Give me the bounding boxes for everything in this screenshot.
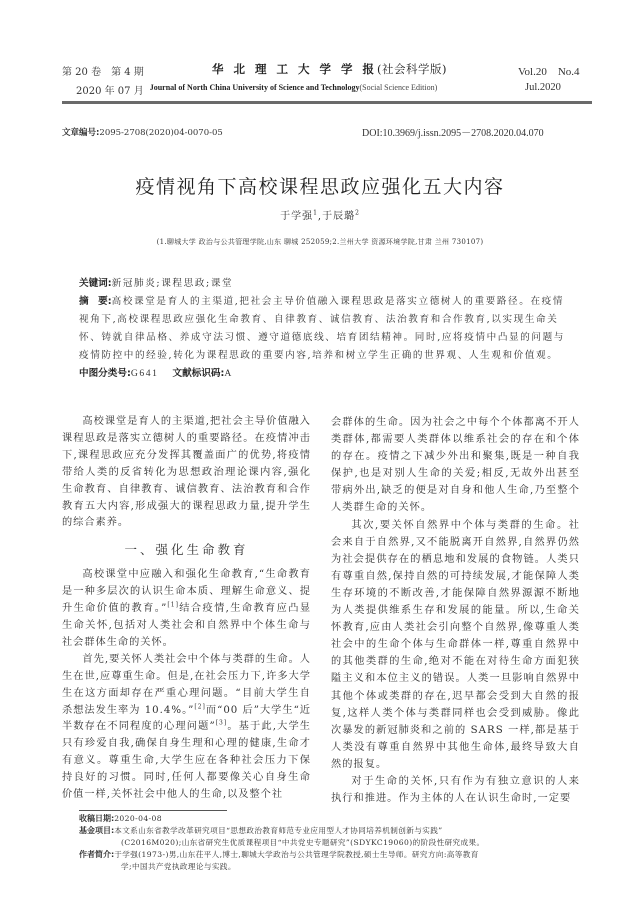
footnote-rule bbox=[79, 810, 227, 811]
section-heading: 一、强化生命教育 bbox=[124, 542, 249, 558]
footnote-fund bbox=[79, 825, 579, 837]
author-separator: , bbox=[317, 211, 323, 222]
paragraph: 会群体的生命。因为社会之中每个个体都离不开人类群体,都需要人类群体以维系社会的存在和个体的存在。疫情之下减少外出和聚集,既是一种自我保护,也是对别人生命的关爱;相反,无故外出甚至带病外出,缺乏的便是对自身和他人生命,乃至整个人类群生命的关怀。 bbox=[331, 417, 580, 514]
received-label: 收稿日期: bbox=[79, 814, 115, 823]
keywords bbox=[79, 275, 565, 293]
author-1: 于学强 bbox=[280, 211, 314, 222]
paragraph-text: 高校课堂中应融入和强化生命教育,“生命教育是一种多层次的认识生命本质、理解生命意义、提升生命价值的教育。” bbox=[62, 569, 311, 615]
paragraph: 其次,要关怀自然界中个体与类群的生命。社会来自于自然界,又不能脱离开自然界,自然界仍然为社会提供存在的栖息地和发展的食物链。人类只有尊重自然,保持自然的可持续发展,才能保障人类生存环境的不断改善,才能保障自然界源源不断地为人类提供维系生存和发展的能量。所以,生命关怀教育,应由人类社会引向整个自然界,像尊重人类社会中的生命个体与生命群体一样,尊重自然界中的其他类群的生命,绝对不能在对待生命方面犯狭隘主义和本位主义的错误。人类一旦影响自然界中其他个体或类群的存在,迟早都会受到大自然的报复,这样人类个体与类群同样也会受到威胁。像此次暴发的新冠肺炎和之前的 SARS 一样,都是基于人类没有尊重自然界中其他生命体,最终导致大自然的报复。 bbox=[331, 519, 580, 770]
body-column-right bbox=[331, 414, 580, 807]
journal-edition-en: (Social Science Edition) bbox=[359, 83, 438, 92]
paragraph bbox=[62, 567, 311, 652]
abstract bbox=[79, 293, 565, 365]
article-number-value: 2095-2708(2020)04-0070-05 bbox=[99, 128, 223, 138]
journal-name-en: Journal of North China University of Science and Technology bbox=[149, 83, 360, 92]
footnotes bbox=[79, 813, 579, 873]
paragraph bbox=[62, 652, 311, 804]
paragraph-text: 而“00 后”大学生“近半数存在不同程度的心理问题” bbox=[62, 704, 311, 733]
paragraph-text: 。基于此,大学生只有珍爱自我,确保自身生理和心理的健康,生命才有意义。尊重生命,大学生应在各种社会压力下保持良好的习惯。同时,任何人都要像关心自身生命价值一样,关怀社会中他人的生命,以及整个社 bbox=[62, 721, 311, 801]
received-date: 2020-04-08 bbox=[114, 814, 162, 823]
abstract-text: 高校课堂是育人的主渠道,把社会主导价值融入课程思政是落实立德树人的重要路径。在疫情视角下,高校课程思政应强化生命教育、自律教育、诚信教育、法治教育和合作教育,以实现生命关怀、铸就自律品格、养成守法习惯、遵守道德底线、培育团结精神。同时,应将疫情中凸显的问题与疫情防控中的经验,转化为课程思政的重要内容,培养和树立学生正确的世界观、人生观和价值观。 bbox=[79, 296, 565, 361]
journal-title-cn bbox=[212, 61, 447, 77]
classification bbox=[79, 365, 565, 383]
citation[interactable]: [2] bbox=[194, 703, 206, 711]
author-bio-label: 作者简介: bbox=[79, 850, 115, 859]
fund-label: 基金项目: bbox=[79, 826, 115, 835]
footnote-author bbox=[79, 849, 579, 861]
keywords-text: 新冠肺炎;课程思政;课堂 bbox=[111, 278, 234, 289]
clc-label: 中图分类号: bbox=[79, 368, 131, 379]
author-bio-text: 于学强(1973-)男,山东茌平人,博士,聊城大学政治与公共管理学院教授,硕士生导师。研究方向:高等教育 bbox=[114, 850, 479, 859]
footnote-author-cont: 学;中国共产党执政理论与实践。 bbox=[121, 862, 236, 871]
date-cn: 2020 年 07 月 bbox=[76, 86, 144, 97]
paragraph: 对于生命的关怀,只有作为有独立意识的人来执行和推进。作为主体的人在认识生命时,一定要 bbox=[331, 775, 580, 805]
paragraph: 高校课堂是育人的主渠道,把社会主导价值融入课程思政是落实立德树人的重要路径。在疫情冲击下,课程思政应充分发挥其覆盖面广的优势,将疫情带给人类的反省转化为思想政治理论课内容,强化生命教育、自律教育、诚信教育、法治教育和合作教育五大内容,形成强大的课程思政力量,提升学生的综合素养。 bbox=[62, 416, 311, 529]
paragraph-text: 结合疫情,生命教育应凸显生命关怀,包括对人类社会和自然界中个体生命与社会群体生命的关怀。 bbox=[62, 603, 312, 648]
article-title: 疫情视角下高校课程思政应强化五大内容 bbox=[135, 176, 505, 198]
body-column-left bbox=[62, 414, 311, 804]
date-en: Jul.2020 bbox=[525, 82, 561, 93]
abstract-section bbox=[79, 275, 565, 383]
citation[interactable]: [3] bbox=[215, 720, 228, 728]
authors bbox=[0, 207, 640, 222]
affiliations: (1.聊城大学 政治与公共管理学院,山东 聊城 252059;2.兰州大学 资源环境学院,甘肃 兰州 730107) bbox=[156, 238, 484, 246]
header-rule bbox=[62, 101, 592, 104]
author-2-affil: 2 bbox=[355, 209, 360, 217]
journal-name-cn: 华 北 理 工 大 学 学 报 bbox=[212, 62, 378, 76]
keywords-label: 关键词: bbox=[79, 278, 112, 289]
fund-text: 本文系山东省教学改革研究项目“思想政治教育师范专业应用型人才协同培养机制创新与实践” bbox=[114, 826, 443, 835]
paragraph-text: 首先,要关怀人类社会中个体与类群的生命。人生在世,应尊重生命。但是,在社会压力下,许多大学生在这方面却存在严重心理问题。“目前大学生自杀想法发生率为 10.4%。” bbox=[62, 653, 311, 716]
doc-code: A bbox=[224, 368, 233, 379]
article-number bbox=[62, 126, 223, 138]
journal-edition-cn: (社会科学版) bbox=[377, 62, 448, 76]
author-2: 于辰璐 bbox=[322, 211, 356, 222]
journal-title-en bbox=[150, 83, 438, 92]
clc-code: G641 bbox=[130, 368, 159, 379]
footnote-fund-cont: (C2016M020);山东省研究生优质课程项目“中共党史专题研究”(SDYKC19060)的阶段性研究成果。 bbox=[121, 838, 485, 847]
author-1-affil: 1 bbox=[313, 209, 318, 217]
doc-code-label: 文献标识码: bbox=[172, 368, 225, 379]
volume-issue: 第 20 卷 第 4 期 bbox=[62, 67, 144, 78]
abstract-label: 摘 要: bbox=[79, 296, 112, 307]
article-number-label: 文章编号: bbox=[62, 128, 100, 138]
doi: DOI:10.3969/j.issn.2095－2708.2020.04.070 bbox=[362, 128, 544, 139]
citation[interactable]: [1] bbox=[167, 601, 179, 609]
vol-no: Vol.20 No.4 bbox=[518, 66, 580, 78]
footnote-received bbox=[79, 813, 579, 825]
